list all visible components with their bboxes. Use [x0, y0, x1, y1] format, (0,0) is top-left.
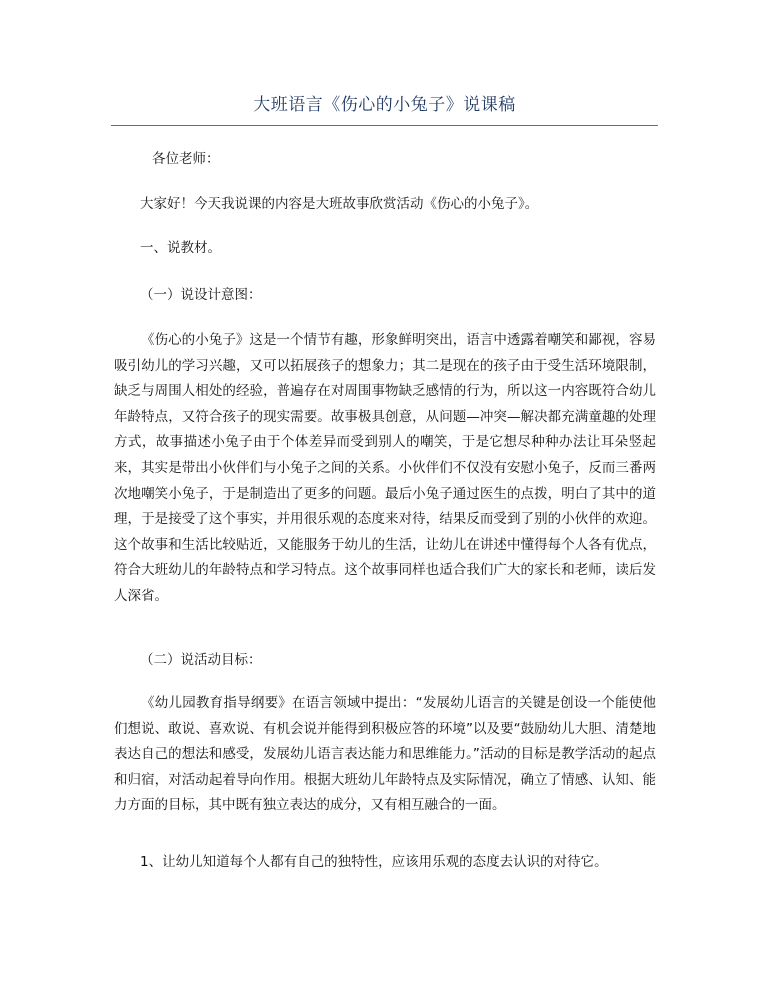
section-heading-teaching-material: 一、说教材。	[140, 240, 221, 256]
design-intent-paragraph: 《伤心的小兔子》这是一个情节有趣，形象鲜明突出，语言中透露着嘲笑和鄙视，容易吸引幼儿的学习兴趣，又可以拓展孩子的想象力；其二是现在的孩子由于受生活环境限制，缺乏与周围人相处的经验，普遍存在对周围事物缺乏感情的行为，所以这一内容既符合幼儿年龄特点，又符合孩子的现实需要。故事极具创意，从问题—冲突—解决都充满童趣的处理方式，故事描述小兔子由于个体差异而受到别人的嘲笑，于是它想尽种种办法让耳朵竖起来，其实是带出小伙伴们与小兔子之间的关系。小伙伴们不仅没有安慰小兔子，反而三番两次地嘲笑小兔子，于是制造出了更多的问题。最后小兔子通过医生的点拨，明白了其中的道理，于是接受了这个事实，并用很乐观的态度来对待，结果反而受到了别的小伙伴的欢迎。这个故事和生活比较贴近，又能服务于幼儿的生活，让幼儿在讲述中懂得每个人各有优点，符合大班幼儿的年龄特点和学习特点。这个故事同样也适合我们广大的家长和老师，读后发人深省。	[114, 332, 656, 604]
activity-goals-paragraph: 《幼儿园教育指导纲要》在语言领域中提出：“发展幼儿语言的关键是创设一个能使他们想说、敢说、喜欢说、有机会说并能得到积极应答的环境”以及要“鼓励幼儿大胆、清楚地表达自己的想法和感受，发展幼儿语言表达能力和思维能力。”活动的目标是教学活动的起点和归宿，对活动起着导向作用。根据大班幼儿年龄特点及实际情况，确立了情感、认知、能力方面的目标，其中既有独立表达的成分，又有相互融合的一面。	[114, 695, 656, 814]
greeting-paragraph: 大家好！今天我说课的内容是大班故事欣赏活动《伤心的小兔子》。	[140, 196, 539, 212]
goal-item-1: 1、让幼儿知道每个人都有自己的独特性，应该用乐观的态度去认识的对待它。	[140, 854, 608, 870]
subsection-heading-design-intent: （一）说设计意图：	[140, 287, 262, 303]
title-underline	[111, 125, 658, 126]
document-title: 大班语言《伤心的小兔子》说课稿	[253, 95, 516, 115]
subsection-heading-activity-goals: （二）说活动目标：	[140, 652, 262, 668]
salutation: 各位老师：	[152, 151, 220, 167]
